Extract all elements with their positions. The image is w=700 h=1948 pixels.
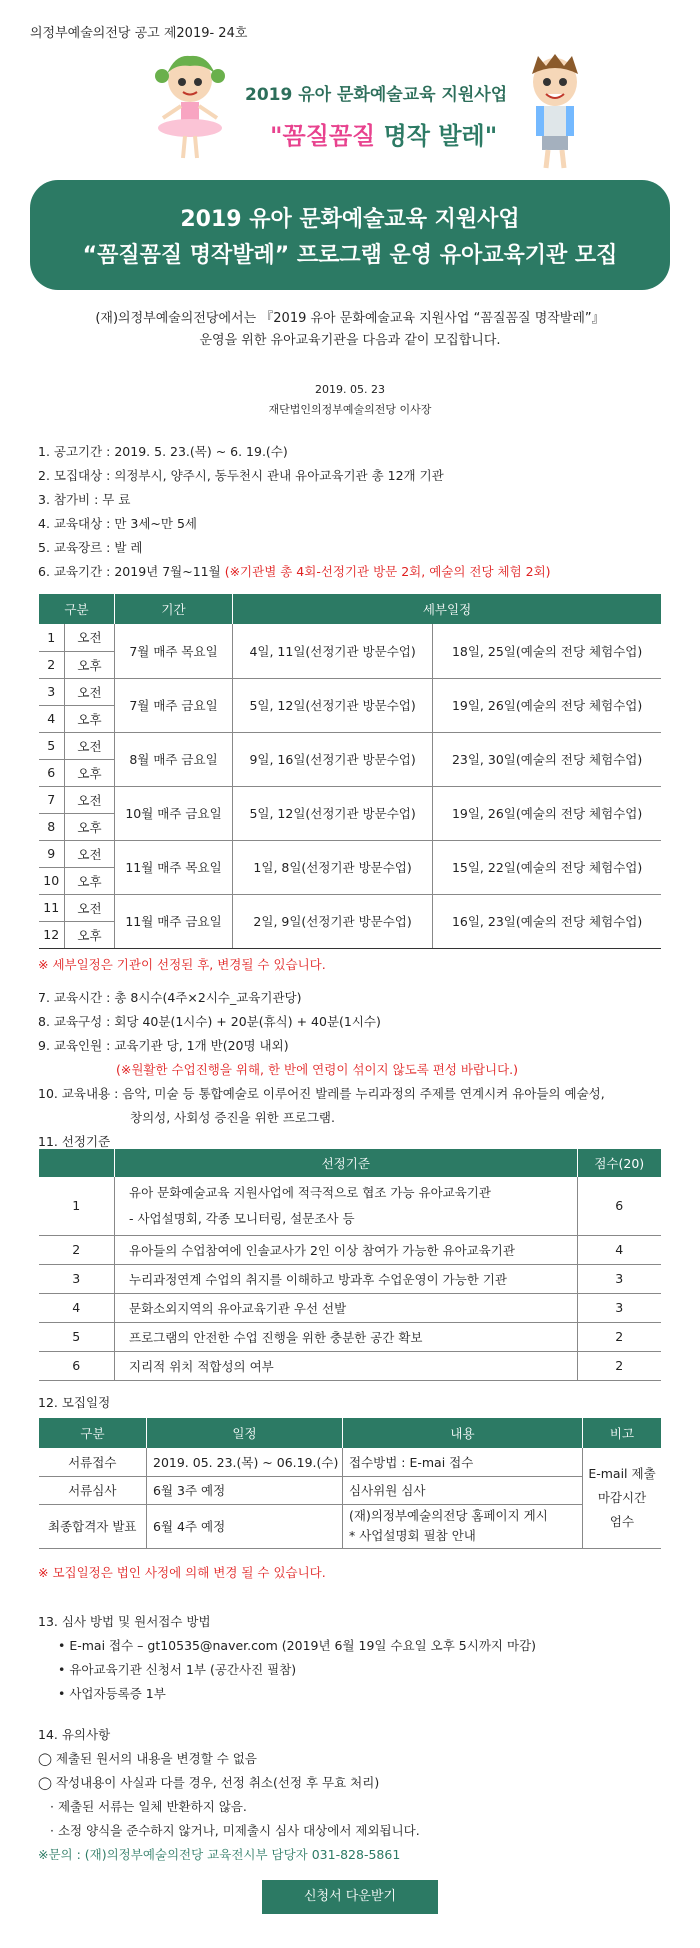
selection-row	[39, 1235, 662, 1264]
session-visit: 9일, 16일(선정기관 방문수업)	[233, 732, 433, 786]
session-hall: 23일, 30일(예술의 전당 체험수업)	[433, 732, 661, 786]
announce-date: 2019. 05. 23	[315, 383, 385, 396]
selection-row	[39, 1351, 662, 1380]
recruit-date: 2019. 05. 23.(목) ~ 06.19.(수)	[147, 1448, 343, 1476]
criteria-line: 지리적 위치 적합성의 여부	[129, 1358, 274, 1374]
intro-line2: 운영을 위한 유아교육기관을 다음과 같이 모집합니다.	[199, 333, 501, 348]
banner	[30, 50, 670, 180]
criteria-score: 3	[577, 1293, 661, 1322]
session-number: 2	[39, 651, 65, 678]
date-block	[0, 380, 700, 420]
recruit-table	[38, 1418, 661, 1549]
info-item	[38, 560, 551, 584]
recruit-content	[343, 1504, 583, 1548]
session-time: 오전	[65, 894, 115, 921]
banner-subtitle: 2019 유아 문화예술교육 지원사업	[245, 85, 508, 105]
remark-line: 마감시간	[597, 1489, 647, 1505]
rec-header-date: 일정	[147, 1418, 343, 1448]
criteria-text	[115, 1235, 578, 1264]
session-number: 10	[39, 867, 65, 894]
criteria-score: 2	[577, 1351, 661, 1380]
info-list	[38, 440, 551, 584]
info-item-11: 11. 선정기준	[38, 1134, 111, 1149]
session-visit: 5일, 12일(선정기관 방문수업)	[233, 786, 433, 840]
session-time: 오전	[65, 840, 115, 867]
info-item-10-cont: 창의성, 사회성 증진을 위한 프로그램.	[130, 1110, 335, 1125]
info-item: 3. 참가비 : 무 료	[38, 492, 131, 507]
session-period: 8월 매주 금요일	[115, 732, 233, 786]
session-hall: 15일, 22일(예술의 전당 체험수업)	[433, 840, 661, 894]
rec-header-type: 구분	[39, 1418, 147, 1448]
recruit-body	[39, 1448, 662, 1548]
sel-header-no	[39, 1149, 115, 1177]
criteria-number: 3	[39, 1264, 115, 1293]
recruit-content	[343, 1448, 583, 1476]
session-number: 8	[39, 813, 65, 840]
criteria-text	[115, 1322, 578, 1351]
session-number: 7	[39, 786, 65, 813]
header-line1: 2019 유아 문화예술교육 지원사업	[180, 207, 520, 232]
session-number: 1	[39, 624, 65, 651]
rec-header-remark: 비고	[583, 1418, 662, 1448]
session-number: 5	[39, 732, 65, 759]
recruit-content-line: 심사위원 심사	[349, 1483, 426, 1498]
recruit-row	[39, 1504, 662, 1548]
session-hall: 19일, 26일(예술의 전당 체험수업)	[433, 678, 661, 732]
criteria-line: - 사업설명회, 각종 모니터링, 설문조사 등	[129, 1210, 355, 1226]
schedule-row	[39, 732, 662, 759]
session-hall: 16일, 23일(예술의 전당 체험수업)	[433, 894, 661, 948]
session-time: 오전	[65, 678, 115, 705]
info-item: 1. 공고기간 : 2019. 5. 23.(목) ~ 6. 19.(수)	[38, 444, 288, 459]
session-time: 오전	[65, 732, 115, 759]
criteria-score: 4	[577, 1235, 661, 1264]
info-item-9: 9. 교육인원 : 교육기관 당, 1개 반(20명 내외)	[38, 1038, 289, 1053]
criteria-number: 5	[39, 1322, 115, 1351]
schedule-note: ※ 세부일정은 기관이 선정된 후, 변경될 수 있습니다.	[38, 957, 326, 972]
recruit-stage: 서류접수	[39, 1448, 147, 1476]
recruit-remark	[583, 1448, 662, 1548]
criteria-score: 3	[577, 1264, 661, 1293]
session-hall: 18일, 25일(예술의 전당 체험수업)	[433, 624, 661, 678]
sched-header-type: 구분	[39, 594, 115, 624]
session-time: 오후	[65, 759, 115, 786]
item6-text: 6. 교육기간 : 2019년 7월~11월	[38, 564, 225, 579]
sel-header-criteria: 선정기준	[115, 1149, 578, 1177]
criteria-score: 6	[577, 1177, 661, 1235]
criteria-text	[115, 1177, 578, 1235]
sec13-bullet: • 사업자등록증 1부	[58, 1686, 166, 1701]
organization: 재단법인의정부예술의전당 이사장	[268, 403, 432, 416]
session-period: 11월 매주 금요일	[115, 894, 233, 948]
schedule-row	[39, 678, 662, 705]
sched-header-detail: 세부일정	[233, 594, 662, 624]
session-period: 7월 매주 목요일	[115, 624, 233, 678]
sec14-line: ◯ 작성내용이 사실과 다를 경우, 선정 취소(선정 후 무효 처리)	[38, 1775, 380, 1790]
criteria-text	[115, 1293, 578, 1322]
session-number: 6	[39, 759, 65, 786]
sec14-line: · 제출된 서류는 일체 반환하지 않음.	[50, 1799, 247, 1814]
sched-header-period: 기간	[115, 594, 233, 624]
recruit-content	[343, 1476, 583, 1504]
session-number: 9	[39, 840, 65, 867]
selection-row	[39, 1177, 662, 1235]
schedule-body	[39, 624, 662, 948]
recruit-heading: 12. 모집일정	[38, 1395, 111, 1410]
recruit-row	[39, 1476, 662, 1504]
schedule-table	[38, 594, 661, 949]
session-time: 오전	[65, 786, 115, 813]
info-item: 2. 모집대상 : 의정부시, 양주시, 동두천시 관내 유아교육기관 총 12개 기관	[38, 468, 444, 483]
session-visit: 4일, 11일(선정기관 방문수업)	[233, 624, 433, 678]
session-time: 오후	[65, 705, 115, 732]
criteria-score: 2	[577, 1322, 661, 1351]
header-line2: “꼼질꼼질 명작발레” 프로그램 운영 유아교육기관 모집	[82, 243, 618, 268]
intro	[0, 308, 700, 352]
section-13	[38, 1610, 536, 1706]
download-application-button[interactable]: 신청서 다운받기	[262, 1880, 438, 1914]
session-number: 3	[39, 678, 65, 705]
schedule-row	[39, 840, 662, 867]
banner-title	[270, 116, 497, 151]
sec13-bullet: • E-mai 접수 – gt10535@naver.com (2019년 6월 19일 수요일 오후 5시까지 마감)	[58, 1638, 536, 1653]
remark-line: E-mail 제출	[588, 1465, 656, 1481]
criteria-line: 유아들의 수업참여에 인솔교사가 2인 이상 참여가 가능한 유아교육기관	[129, 1242, 515, 1258]
sec13-bullet: • 유아교육기관 신청서 1부 (공간사진 필참)	[58, 1662, 297, 1677]
session-number: 4	[39, 705, 65, 732]
sec14-line: ◯ 제출된 원서의 내용을 변경할 수 없음	[38, 1751, 257, 1766]
session-visit: 2일, 9일(선정기관 방문수업)	[233, 894, 433, 948]
criteria-number: 1	[39, 1177, 115, 1235]
session-number: 12	[39, 921, 65, 948]
criteria-number: 2	[39, 1235, 115, 1264]
recruit-content-line: * 사업설명회 필참 안내	[349, 1528, 476, 1543]
session-time: 오후	[65, 651, 115, 678]
contact-info: ※문의 : (재)의정부예술의전당 교육전시부 담당자 031-828-5861	[38, 1847, 401, 1862]
recruit-content-line: 접수방법 : E-mai 접수	[349, 1454, 474, 1470]
sec13-title: 13. 심사 방법 및 원서접수 방법	[38, 1614, 211, 1629]
schedule-row	[39, 786, 662, 813]
selection-row	[39, 1293, 662, 1322]
recruit-date: 6월 4주 예정	[147, 1504, 343, 1548]
session-number: 11	[39, 894, 65, 921]
intro-line1: (재)의정부예술의전당에서는 『2019 유아 문화예술교육 지원사업 “꼼질꼼질 명작발레”』	[95, 311, 605, 326]
info-item-8: 8. 교육구성 : 회당 40분(1시수) + 20분(휴식) + 40분(1시수)	[38, 1014, 381, 1029]
selection-row	[39, 1322, 662, 1351]
session-time: 오후	[65, 921, 115, 948]
criteria-text	[115, 1264, 578, 1293]
info-item-7: 7. 교육시간 : 총 8시수(4주×2시수_교육기관당)	[38, 990, 302, 1005]
criteria-line: 프로그램의 안전한 수업 진행을 위한 충분한 공간 확보	[129, 1329, 423, 1345]
header-box	[30, 180, 670, 290]
info-item-9-note: (※원활한 수업진행을 위해, 한 반에 연령이 섞이지 않도록 편성 바랍니다.)	[116, 1062, 519, 1077]
recruit-stage: 최종합격자 발표	[39, 1504, 147, 1548]
recruit-note: ※ 모집일정은 법인 사정에 의해 변경 될 수 있습니다.	[38, 1565, 326, 1580]
schedule-row	[39, 624, 662, 651]
session-period: 11월 매주 목요일	[115, 840, 233, 894]
remark-line: 엄수	[609, 1513, 635, 1529]
notice-number: 의정부예술의전당 공고 제2019- 24호	[30, 26, 248, 41]
session-hall: 19일, 26일(예술의 전당 체험수업)	[433, 786, 661, 840]
section-14	[38, 1723, 420, 1867]
session-time: 오전	[65, 624, 115, 651]
sec14-title: 14. 유의사항	[38, 1727, 111, 1742]
recruit-stage: 서류심사	[39, 1476, 147, 1504]
ballerina-illustration	[145, 52, 235, 162]
info-item-10: 10. 교육내용 : 음악, 미술 등 통합예술로 이루어진 발레를 누리과정의 주제를 연계시켜 유아들의 예술성,	[38, 1086, 605, 1101]
selection-body	[39, 1177, 662, 1380]
session-period: 7월 매주 금요일	[115, 678, 233, 732]
recruit-content-line: (재)의정부예술의전당 홈페이지 게시	[349, 1508, 548, 1523]
sel-header-score: 점수(20)	[577, 1149, 661, 1177]
info-item: 4. 교육대상 : 만 3세~만 5세	[38, 516, 197, 531]
rec-header-content: 내용	[343, 1418, 583, 1448]
selection-table	[38, 1149, 661, 1381]
session-time: 오후	[65, 867, 115, 894]
sec14-line: · 소정 양식을 준수하지 않거나, 미제출시 심사 대상에서 제외됩니다.	[50, 1823, 420, 1838]
boy-illustration	[510, 52, 600, 172]
session-visit: 5일, 12일(선정기관 방문수업)	[233, 678, 433, 732]
selection-row	[39, 1264, 662, 1293]
criteria-line: 유아 문화예술교육 지원사업에 적극적으로 협조 가능 유아교육기관	[129, 1184, 491, 1200]
session-period: 10월 매주 금요일	[115, 786, 233, 840]
criteria-number: 4	[39, 1293, 115, 1322]
criteria-line: 누리과정연계 수업의 취지를 이해하고 방과후 수업운영이 가능한 기관	[129, 1271, 507, 1287]
banner-title-green: 명작 발레"	[383, 122, 498, 150]
info-list-2	[38, 986, 605, 1154]
recruit-date: 6월 3주 예정	[147, 1476, 343, 1504]
item6-red-note: (※기관별 총 4회-선정기관 방문 2회, 예술의 전당 체험 2회)	[224, 564, 551, 579]
schedule-row	[39, 894, 662, 921]
criteria-number: 6	[39, 1351, 115, 1380]
banner-title-pink: "꼼질꼼질	[270, 122, 376, 150]
info-item: 5. 교육장르 : 발 레	[38, 540, 143, 555]
session-visit: 1일, 8일(선정기관 방문수업)	[233, 840, 433, 894]
session-time: 오후	[65, 813, 115, 840]
criteria-line: 문화소외지역의 유아교육기관 우선 선발	[129, 1300, 347, 1316]
recruit-row	[39, 1448, 662, 1476]
criteria-text	[115, 1351, 578, 1380]
